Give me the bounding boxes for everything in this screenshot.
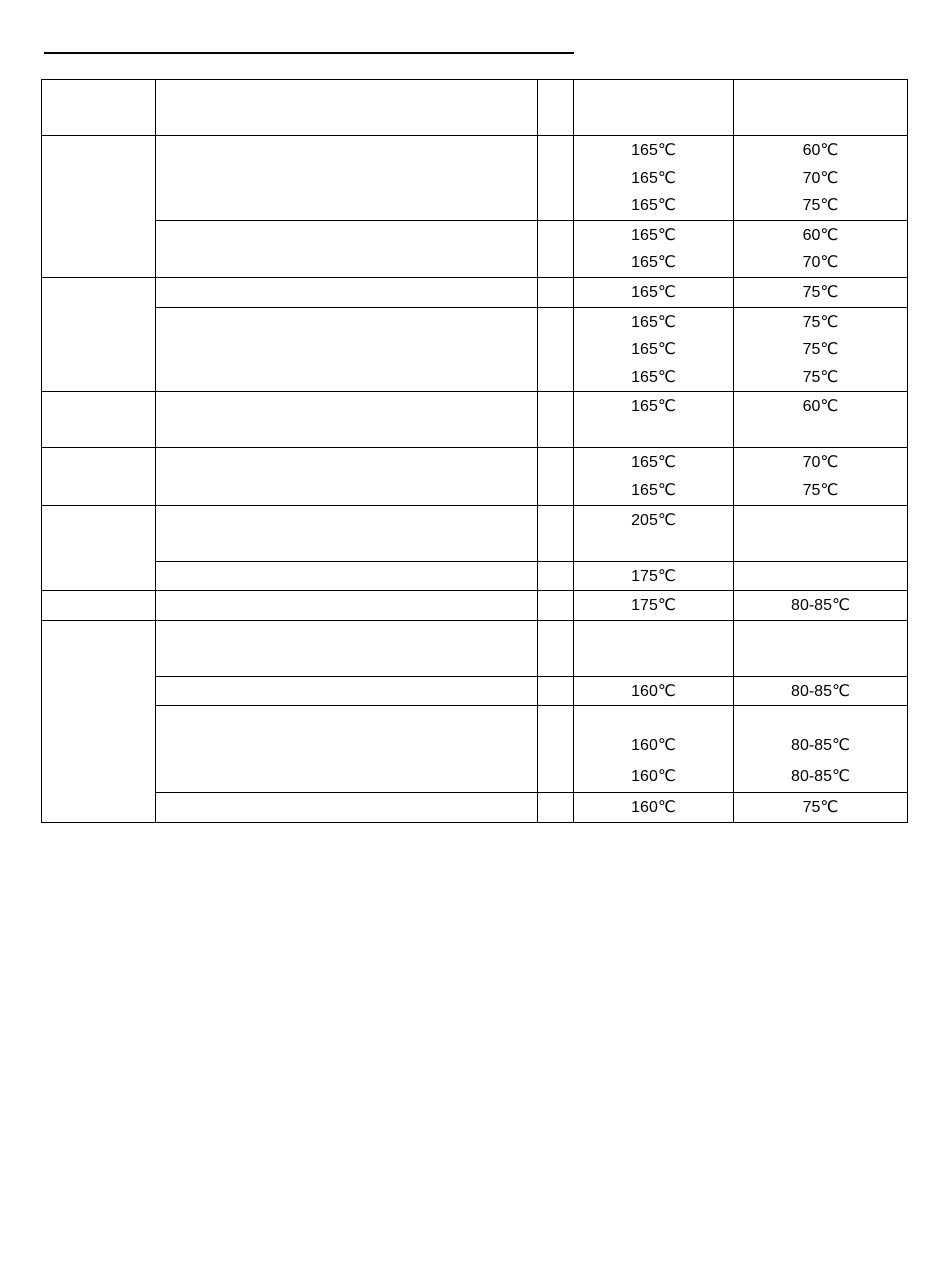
narrow-cell bbox=[538, 448, 574, 505]
temp-b-value: 70℃ bbox=[802, 254, 839, 272]
narrow-cell bbox=[538, 793, 574, 823]
temp-b-cell bbox=[734, 676, 908, 706]
temp-a-cell bbox=[574, 591, 734, 621]
header-cell-temp-a bbox=[574, 80, 734, 136]
header-cell-narrow bbox=[538, 80, 574, 136]
category-cell bbox=[42, 505, 156, 591]
table-row bbox=[42, 676, 908, 706]
temp-a-value: 165℃ bbox=[631, 341, 676, 359]
temp-b-value: 75℃ bbox=[802, 283, 839, 301]
narrow-cell bbox=[538, 505, 574, 561]
temp-b-cell bbox=[734, 620, 908, 676]
item-cell bbox=[156, 392, 538, 448]
temp-b-cell bbox=[734, 220, 908, 277]
temp-a-cell bbox=[574, 307, 734, 392]
item-cell bbox=[156, 620, 538, 676]
temp-a-value: 160℃ bbox=[631, 737, 676, 755]
item-cell bbox=[156, 561, 538, 591]
temp-b-value: 75℃ bbox=[802, 368, 839, 386]
temp-a-value: 175℃ bbox=[631, 597, 676, 615]
temp-a-cell bbox=[574, 793, 734, 823]
item-cell bbox=[156, 448, 538, 505]
temp-a-cell bbox=[574, 620, 734, 676]
temp-b-cell bbox=[734, 561, 908, 591]
temp-a-value: 165℃ bbox=[631, 254, 676, 272]
temp-b-value: 70℃ bbox=[802, 454, 839, 472]
temp-b-value: 80-85℃ bbox=[791, 597, 850, 615]
temp-a-value: 165℃ bbox=[631, 226, 676, 244]
category-cell bbox=[42, 136, 156, 278]
table-row bbox=[42, 277, 908, 307]
temp-a-value: 175℃ bbox=[631, 567, 676, 585]
temp-b-value: 60℃ bbox=[802, 398, 839, 416]
temp-b-cell bbox=[734, 448, 908, 505]
header-cell-item bbox=[156, 80, 538, 136]
table-row bbox=[42, 448, 908, 505]
narrow-cell bbox=[538, 676, 574, 706]
table-row bbox=[42, 620, 908, 676]
temp-a-value: 160℃ bbox=[631, 682, 676, 700]
table-row bbox=[42, 793, 908, 823]
narrow-cell bbox=[538, 277, 574, 307]
narrow-cell bbox=[538, 392, 574, 448]
temp-b-cell bbox=[734, 706, 908, 793]
header-cell-category bbox=[42, 80, 156, 136]
temp-b-value: 60℃ bbox=[802, 142, 839, 159]
temp-a-cell bbox=[574, 706, 734, 793]
temp-a-value: 165℃ bbox=[631, 398, 676, 416]
category-cell bbox=[42, 620, 156, 822]
temp-a-value: 160℃ bbox=[631, 768, 676, 786]
item-cell bbox=[156, 793, 538, 823]
temp-a-value: 160℃ bbox=[631, 799, 676, 817]
temp-a-value: 165℃ bbox=[631, 368, 676, 386]
temp-b-value: 80-85℃ bbox=[791, 737, 850, 755]
category-cell bbox=[42, 448, 156, 505]
temp-a-value: 165℃ bbox=[631, 313, 676, 331]
table-row bbox=[42, 706, 908, 793]
temp-a-cell bbox=[574, 392, 734, 448]
table-row bbox=[42, 505, 908, 561]
temp-a-value: 165℃ bbox=[631, 283, 676, 301]
table-header-row bbox=[42, 80, 908, 136]
temp-b-cell bbox=[734, 136, 908, 221]
temp-a-cell bbox=[574, 277, 734, 307]
category-cell bbox=[42, 277, 156, 391]
temp-b-value: 75℃ bbox=[802, 799, 839, 817]
temp-b-cell bbox=[734, 505, 908, 561]
narrow-cell bbox=[538, 220, 574, 277]
narrow-cell bbox=[538, 706, 574, 793]
temp-b-value: 70℃ bbox=[802, 169, 839, 187]
table-row bbox=[42, 307, 908, 392]
temp-a-cell bbox=[574, 220, 734, 277]
narrow-cell bbox=[538, 620, 574, 676]
temp-a-cell bbox=[574, 505, 734, 561]
temp-b-value: 75℃ bbox=[802, 341, 839, 359]
item-cell bbox=[156, 277, 538, 307]
table-row bbox=[42, 591, 908, 621]
temp-a-value: 165℃ bbox=[631, 142, 676, 159]
temp-a-cell bbox=[574, 136, 734, 221]
table-row bbox=[42, 136, 908, 221]
temp-b-cell bbox=[734, 307, 908, 392]
item-cell bbox=[156, 505, 538, 561]
narrow-cell bbox=[538, 136, 574, 221]
temp-b-cell bbox=[734, 392, 908, 448]
category-cell bbox=[42, 392, 156, 448]
temp-b-cell bbox=[734, 591, 908, 621]
temp-b-value: 75℃ bbox=[802, 313, 839, 331]
temp-a-value: 165℃ bbox=[631, 197, 676, 215]
table-row bbox=[42, 561, 908, 591]
item-cell bbox=[156, 136, 538, 221]
narrow-cell bbox=[538, 561, 574, 591]
temp-a-value: 205℃ bbox=[631, 511, 676, 529]
temp-a-value: 165℃ bbox=[631, 481, 676, 499]
temperature-table bbox=[41, 79, 908, 823]
temp-b-value: 80-85℃ bbox=[791, 768, 850, 786]
temp-a-value: 165℃ bbox=[631, 169, 676, 187]
item-cell bbox=[156, 706, 538, 793]
temp-a-cell bbox=[574, 561, 734, 591]
temp-b-value: 60℃ bbox=[802, 226, 839, 244]
temp-b-value: 75℃ bbox=[802, 197, 839, 215]
title-underline bbox=[44, 52, 574, 54]
table-row bbox=[42, 220, 908, 277]
temp-a-cell bbox=[574, 676, 734, 706]
temp-a-value: 165℃ bbox=[631, 454, 676, 472]
item-cell bbox=[156, 676, 538, 706]
temp-b-cell bbox=[734, 793, 908, 823]
category-cell bbox=[42, 591, 156, 621]
temp-a-cell bbox=[574, 448, 734, 505]
item-cell bbox=[156, 307, 538, 392]
table-row bbox=[42, 392, 908, 448]
item-cell bbox=[156, 220, 538, 277]
item-cell bbox=[156, 591, 538, 621]
temp-b-value: 80-85℃ bbox=[791, 682, 850, 700]
narrow-cell bbox=[538, 307, 574, 392]
temp-b-cell bbox=[734, 277, 908, 307]
temp-b-value: 75℃ bbox=[802, 481, 839, 499]
narrow-cell bbox=[538, 591, 574, 621]
header-cell-temp-b bbox=[734, 80, 908, 136]
